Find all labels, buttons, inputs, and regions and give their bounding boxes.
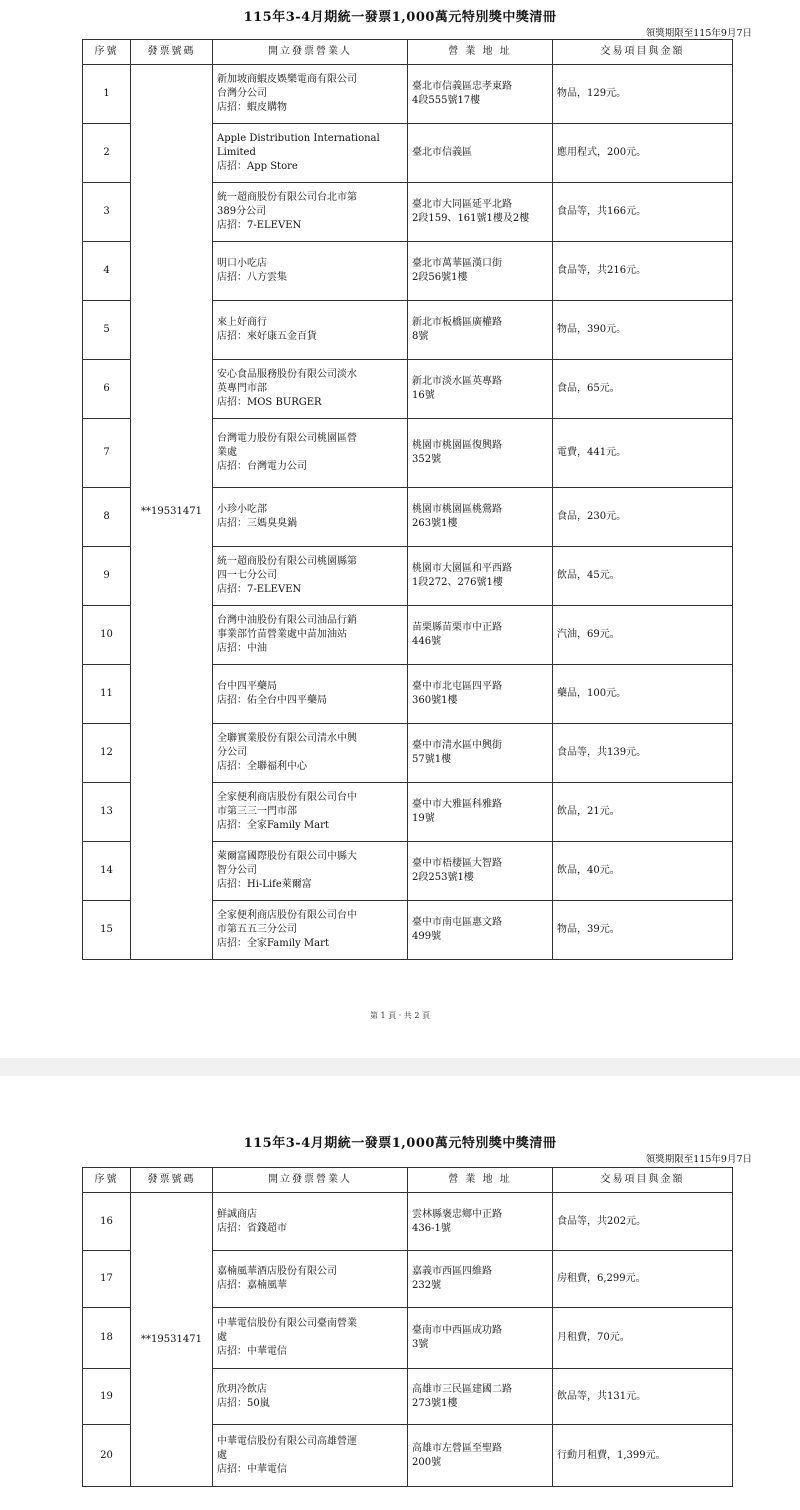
address-line: 高雄市左營區至聖路 [412,1442,502,1454]
item-amount-cell: 食品，230元。 [553,488,733,547]
item-amount-cell: 物品，129元。 [553,65,733,124]
address-line: 16號 [412,390,435,401]
header-address: 營 業 地 址 [408,1168,553,1193]
address-cell [408,242,553,301]
address-line: 臺中市大雅區科雅路 [412,799,502,810]
merchant-line: Limited [217,147,256,158]
merchant-line: 店招：全家Family Mart [217,938,329,949]
merchant-cell [213,488,408,547]
serial-number-cell: 10 [83,606,131,665]
merchant-line: 統一超商股份有限公司桃園縣第 [217,556,357,567]
serial-number-cell: 9 [83,547,131,606]
address-cell [408,360,553,419]
winners-table [82,39,733,960]
address-cell [408,1425,553,1487]
page-title: 115年3-4月期統一發票1,000萬元特別獎中獎清冊 [243,1136,557,1151]
item-amount-cell: 房租費，6,299元。 [553,1251,733,1308]
address-line: 3號 [412,1339,429,1350]
address-line: 桃園市桃園區桃鶯路 [412,504,502,515]
address-line: 臺中市梧棲區大智路 [412,858,502,869]
serial-number-cell: 17 [83,1251,131,1308]
merchant-line: 統一超商股份有限公司台北市第 [217,192,357,203]
merchant-cell [213,124,408,183]
address-cell [408,724,553,783]
claim-deadline: 領獎期限至115年9月7日 [645,1154,752,1165]
address-cell [408,842,553,901]
header-serial: 序號 [83,40,131,65]
item-amount-cell: 月租費，70元。 [553,1308,733,1369]
merchant-line: 全家便利商店股份有限公司台中 [217,910,357,921]
merchant-line: 台灣中油股份有限公司油品行銷 [217,615,357,626]
merchant-line: 四一七分公司 [217,570,277,581]
item-amount-cell: 飲品，40元。 [553,842,733,901]
merchant-line: 台灣分公司 [217,88,267,99]
merchant-line: 店招：中華電信 [217,1463,287,1475]
address-line: 2段253號1樓 [412,872,474,883]
merchant-line: 店招：蝦皮購物 [217,102,287,113]
address-line: 臺中市清水區中興街 [412,740,502,751]
address-line: 桃園市桃園區復興路 [412,440,502,451]
address-cell [408,488,553,547]
merchant-line: 來上好商行 [217,317,267,328]
address-line: 臺北市大同區延平北路 [412,199,512,210]
item-amount-cell: 飲品，21元。 [553,783,733,842]
serial-number-cell: 19 [83,1369,131,1425]
address-line: 446號 [412,636,442,647]
address-line: 2段159、161號1樓及2樓 [412,213,530,224]
address-line: 新北市淡水區英專路 [412,376,502,387]
merchant-line: 店招：全聯福利中心 [217,761,307,772]
merchant-line: 店招：來好康五金百貨 [217,331,317,342]
address-cell [408,1308,553,1369]
merchant-line: 店招：App Store [217,161,298,172]
merchant-line: 新加坡商蝦皮娛樂電商有限公司 [217,74,357,85]
merchant-cell [213,783,408,842]
merchant-line: 台灣電力股份有限公司桃園區營 [217,433,357,444]
merchant-line: 店招：省錢超市 [217,1222,287,1234]
merchant-line: 店招：7-ELEVEN [217,584,302,595]
serial-number-cell: 1 [83,65,131,124]
address-cell [408,783,553,842]
item-amount-cell: 物品，390元。 [553,301,733,360]
merchant-cell [213,1308,408,1369]
merchant-line: 店招：7-ELEVEN [217,220,302,231]
merchant-line: 全家便利商店股份有限公司台中 [217,792,357,803]
merchant-cell [213,842,408,901]
address-line: 桃園市大園區和平西路 [412,563,512,574]
address-cell [408,547,553,606]
address-line: 臺中市南屯區惠文路 [412,917,502,928]
serial-number-cell: 18 [83,1308,131,1369]
item-amount-cell: 藥品，100元。 [553,665,733,724]
merchant-line: 市第三三一門市部 [217,806,297,817]
merchant-cell [213,419,408,488]
header-item-amount: 交易項目與金額 [553,1168,733,1193]
merchant-cell [213,665,408,724]
header-serial: 序號 [83,1168,131,1193]
merchant-line: 中華電信股份有限公司高雄營運 [217,1435,357,1447]
merchant-line: 店招：中華電信 [217,1346,287,1357]
winners-table [82,1167,733,1487]
item-amount-cell: 食品，65元。 [553,360,733,419]
merchant-cell [213,606,408,665]
address-line: 1段272、276號1樓 [412,577,503,588]
merchant-cell [213,360,408,419]
address-line: 263號1樓 [412,518,458,529]
merchant-line: 萊爾富國際股份有限公司中縣大 [217,851,357,862]
serial-number-cell: 7 [83,419,131,488]
address-line: 436-1號 [412,1222,451,1234]
header-merchant: 開立發票營業人 [213,1168,408,1193]
merchant-line: 分公司 [217,747,247,758]
serial-number-cell: 16 [83,1193,131,1251]
merchant-line: 店招：全家Family Mart [217,820,329,831]
merchant-line: 業處 [217,447,237,458]
merchant-line: 處 [217,1449,227,1461]
address-cell [408,606,553,665]
address-line: 臺北市信義區 [412,147,472,158]
table-row [83,1193,733,1251]
address-line: 高雄市三民區建國二路 [412,1383,512,1395]
address-line: 19號 [412,813,435,824]
merchant-line: 鮮誠商店 [217,1208,257,1220]
address-cell [408,901,553,960]
address-cell [408,183,553,242]
address-line: 嘉義市西區四維路 [412,1266,492,1277]
item-amount-cell: 食品等，共216元。 [553,242,733,301]
address-line: 臺南市中西區成功路 [412,1325,502,1336]
merchant-cell [213,1193,408,1251]
merchant-cell [213,1251,408,1308]
address-line: 苗栗縣苗栗市中正路 [412,622,502,633]
merchant-line: 店招：三媽臭臭鍋 [217,518,297,529]
serial-number-cell: 14 [83,842,131,901]
address-line: 臺北市信義區忠孝東路 [412,81,512,92]
merchant-line: 店招：台灣電力公司 [217,461,307,472]
serial-number-cell: 4 [83,242,131,301]
address-cell [408,1369,553,1425]
merchant-cell [213,547,408,606]
item-amount-cell: 行動月租費，1,399元。 [553,1425,733,1487]
address-line: 57號1樓 [412,754,452,765]
header-invoice-number: 發票號碼 [131,40,213,65]
merchant-line: 明口小吃店 [217,258,267,269]
merchant-line: 全聯實業股份有限公司清水中興 [217,733,357,744]
merchant-cell [213,183,408,242]
merchant-line: 店招：嘉楠風華 [217,1280,287,1291]
address-line: 360號1樓 [412,695,458,706]
serial-number-cell: 11 [83,665,131,724]
item-amount-cell: 汽油，69元。 [553,606,733,665]
merchant-line: 店招：佑全台中四平藥局 [217,695,327,706]
address-line: 8號 [412,331,429,342]
serial-number-cell: 5 [83,301,131,360]
item-amount-cell: 食品等，共166元。 [553,183,733,242]
address-cell [408,419,553,488]
merchant-line: 店招：50嵐 [217,1397,270,1409]
merchant-line: 小珍小吃部 [217,504,267,515]
item-amount-cell: 食品等，共139元。 [553,724,733,783]
header-address: 營 業 地 址 [408,40,553,65]
serial-number-cell: 8 [83,488,131,547]
merchant-line: 店招：MOS BURGER [217,397,322,408]
merchant-cell [213,724,408,783]
serial-number-cell: 13 [83,783,131,842]
table-header-row [83,1168,733,1193]
header-item-amount: 交易項目與金額 [553,40,733,65]
invoice-number-cell: **19531471 [131,65,213,960]
table-body [83,65,733,960]
table-body [83,1193,733,1487]
merchant-line: 處 [217,1332,227,1343]
address-line: 臺北市萬華區漢口街 [412,258,502,269]
serial-number-cell: 15 [83,901,131,960]
table-row [83,65,733,124]
merchant-line: 智分公司 [217,865,257,876]
item-amount-cell: 應用程式，200元。 [553,124,733,183]
item-amount-cell: 物品，39元。 [553,901,733,960]
merchant-line: 389分公司 [217,206,267,217]
merchant-line: 安心食品服務股份有限公司淡水 [217,369,357,380]
address-line: 200號 [412,1456,442,1468]
merchant-line: 欣玥冷飲店 [217,1383,267,1395]
item-amount-cell: 食品等，共202元。 [553,1193,733,1251]
merchant-line: 台中四平藥局 [217,681,277,692]
address-line: 352號 [412,454,442,465]
invoice-number-cell: **19531471 [131,1193,213,1487]
merchant-line: 店招：中油 [217,643,267,654]
merchant-cell [213,1369,408,1425]
item-amount-cell: 飲品等，共131元。 [553,1369,733,1425]
merchant-cell [213,1425,408,1487]
address-cell [408,65,553,124]
merchant-line: 市第五五三分公司 [217,924,297,935]
merchant-cell [213,65,408,124]
merchant-cell [213,242,408,301]
serial-number-cell: 20 [83,1425,131,1487]
page-title: 115年3-4月期統一發票1,000萬元特別獎中獎清冊 [243,10,557,25]
document-page-2 [0,1076,800,1510]
address-cell [408,124,553,183]
address-line: 新北市板橋區廣權路 [412,317,502,328]
header-invoice-number: 發票號碼 [131,1168,213,1193]
merchant-cell [213,901,408,960]
serial-number-cell: 12 [83,724,131,783]
address-cell [408,301,553,360]
address-line: 雲林縣褒忠鄉中正路 [412,1208,502,1220]
claim-deadline: 領獎期限至115年9月7日 [645,28,752,39]
item-amount-cell: 電費，441元。 [553,419,733,488]
merchant-line: 英專門市部 [217,383,267,394]
address-line: 499號 [412,931,442,942]
address-line: 4段555號17樓 [412,95,481,106]
merchant-line: 店招：Hi-Life萊爾富 [217,879,312,890]
page-footer: 第 1 頁 · 共 2 頁 [370,1011,430,1020]
address-cell [408,665,553,724]
header-merchant: 開立發票營業人 [213,40,408,65]
address-cell [408,1251,553,1308]
address-line: 2段56號1樓 [412,272,468,283]
address-cell [408,1193,553,1251]
serial-number-cell: 3 [83,183,131,242]
item-amount-cell: 飲品，45元。 [553,547,733,606]
table-header-row [83,40,733,65]
serial-number-cell: 6 [83,360,131,419]
merchant-line: 中華電信股份有限公司臺南營業 [217,1318,357,1329]
merchant-line: 事業部竹苗營業處中苗加油站 [217,629,347,640]
merchant-line: Apple Distribution International [217,133,380,144]
serial-number-cell: 2 [83,124,131,183]
address-line: 臺中市北屯區四平路 [412,681,502,692]
address-line: 273號1樓 [412,1397,458,1409]
merchant-cell [213,301,408,360]
merchant-line: 店招：八方雲集 [217,272,287,283]
address-line: 232號 [412,1280,442,1291]
merchant-line: 嘉楠風華酒店股份有限公司 [217,1266,337,1277]
